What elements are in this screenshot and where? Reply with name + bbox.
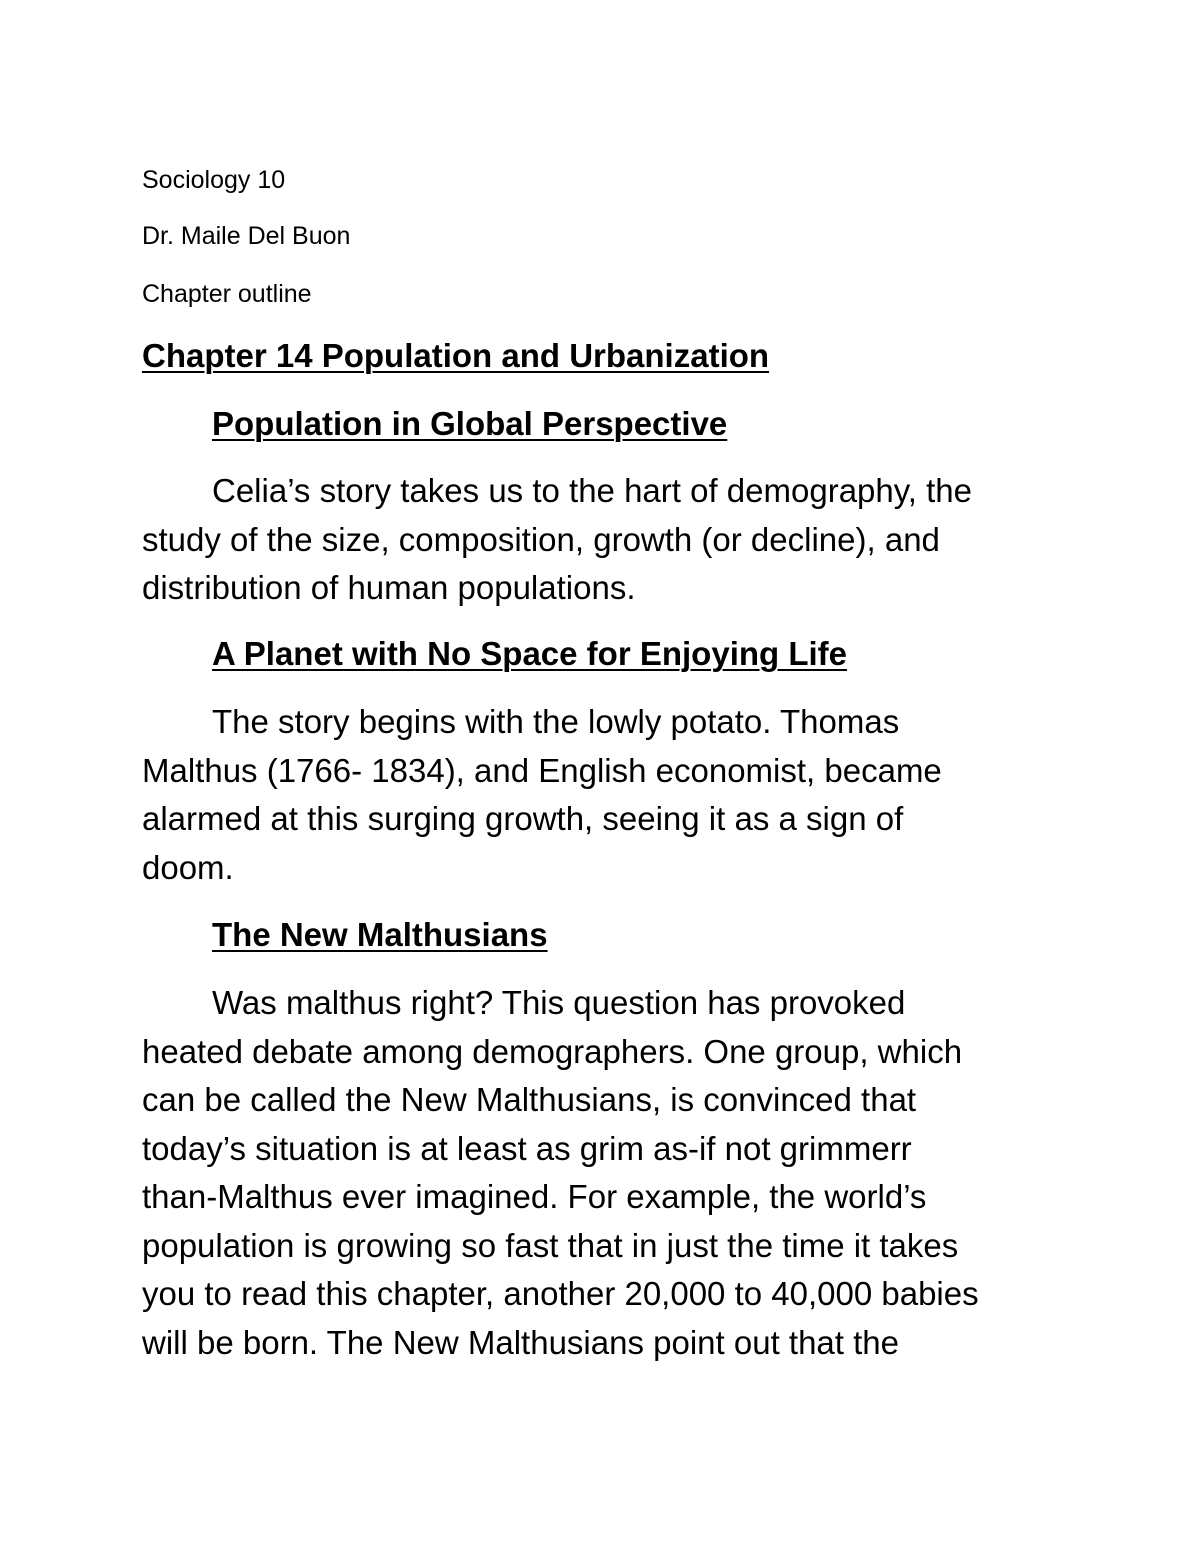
course-name: Sociology 10: [142, 166, 286, 194]
section-paragraph-new-malthusians: [142, 979, 1052, 1367]
paragraph-line: study of the size, composition, growth (or decline), and: [142, 520, 940, 558]
paragraph-line: will be born. The New Malthusians point out that the: [142, 1323, 899, 1361]
paragraph-line: Was malthus right? This question has provoked: [212, 984, 906, 1021]
paragraph-line: population is growing so fast that in just the time it takes: [142, 1226, 959, 1264]
paragraph-line: doom.: [142, 848, 234, 886]
paragraph-line: Celia’s story takes us to the hart of demography, the: [212, 472, 973, 509]
paragraph-line: can be called the New Malthusians, is convinced that: [142, 1081, 917, 1118]
section-heading-planet-no-space: A Planet with No Space for Enjoying Life: [212, 635, 848, 672]
section-heading-new-malthusians: The New Malthusians: [212, 916, 548, 953]
section-heading-population-global: Population in Global Perspective: [212, 405, 728, 442]
paragraph-line: The story begins with the lowly potato. Thomas: [212, 703, 900, 740]
paragraph-line: today’s situation is at least as grim as-if not grimmerr: [142, 1129, 912, 1167]
paragraph-line: Malthus (1766- 1834), and English economist, became: [142, 751, 942, 789]
paragraph-line: you to read this chapter, another 20,000 to 40,000 babies: [142, 1275, 979, 1312]
section-paragraph-planet-no-space: [142, 698, 1052, 892]
section-paragraph-population-global: [142, 467, 1052, 613]
paragraph-line: alarmed at this surging growth, seeing it as a sign of: [142, 800, 904, 837]
document-type: Chapter outline: [142, 280, 312, 308]
chapter-title: Chapter 14 Population and Urbanization: [142, 337, 770, 374]
instructor-name: Dr. Maile Del Buon: [142, 222, 351, 250]
paragraph-line: than-Malthus ever imagined. For example, the world’s: [142, 1178, 927, 1215]
paragraph-line: distribution of human populations.: [142, 569, 636, 606]
paragraph-line: heated debate among demographers. One group, which: [142, 1032, 963, 1070]
